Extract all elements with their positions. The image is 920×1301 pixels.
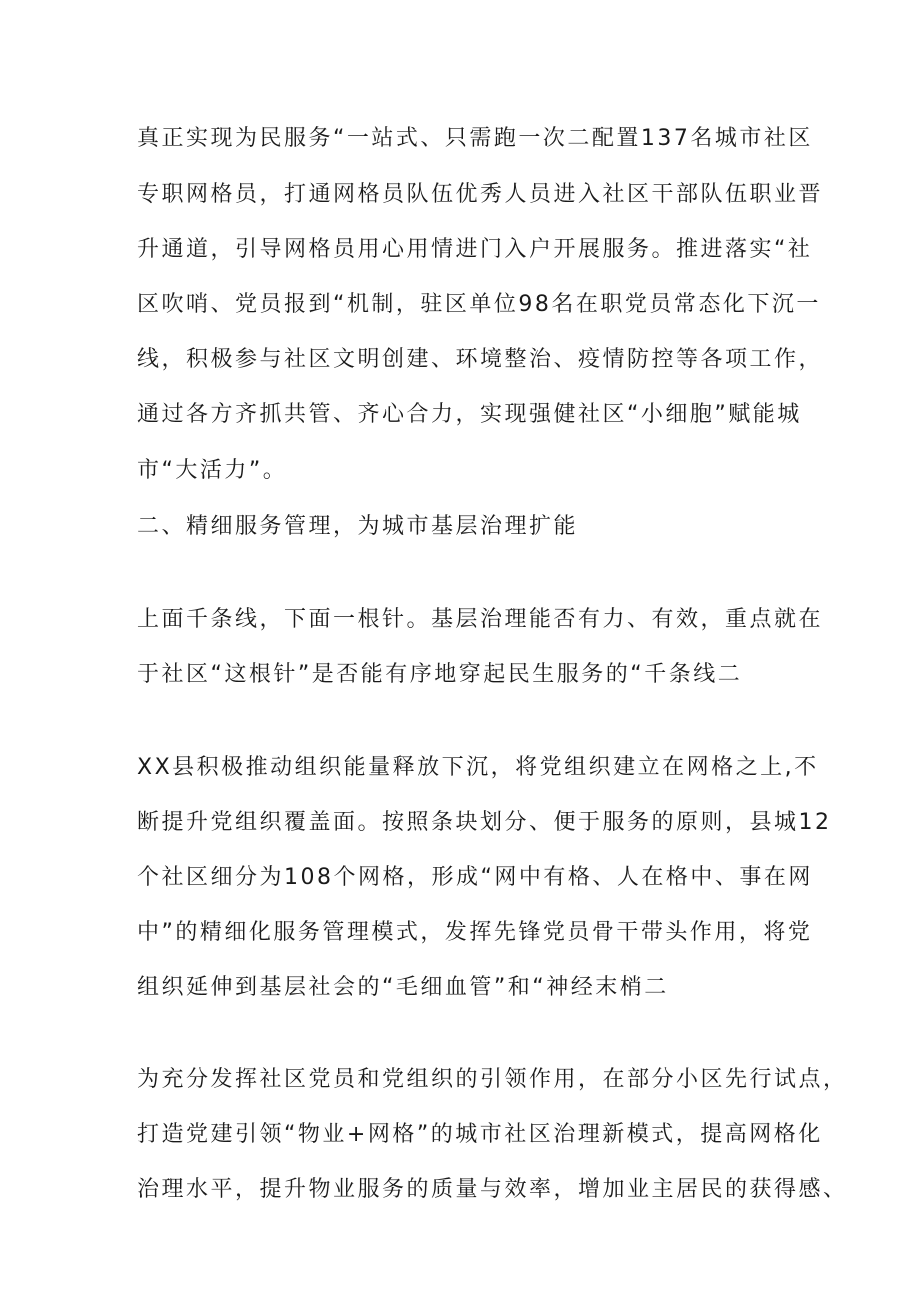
text-line: 真正实现为民服务“一站式、只需跑一次二配置137名城市社区 (137, 126, 813, 151)
text-line: 上面千条线，下面一根针。基层治理能否有力、有效，重点就在 (137, 607, 824, 632)
text-line: XX县积极推动组织能量释放下沉，将党组织建立在网格之上,不 (137, 755, 819, 780)
text-line: 个社区细分为108个网格，形成“网中有格、人在格中、事在网 (137, 865, 813, 890)
text-line: 组织延伸到基层社会的“毛细血管”和“神经末梢二 (137, 975, 669, 1000)
text-line: 通过各方齐抓共管、齐心合力，实现强健社区“小细胞”赋能城 (137, 402, 802, 427)
text-line: 线，积极参与社区文明创建、环境整治、疫情防控等各项工作， (137, 347, 824, 372)
text-line: 为充分发挥社区党员和党组织的引领作用，在部分小区先行试点， (137, 1067, 848, 1092)
text-line: 中”的精细化服务管理模式，发挥先锋党员骨干带头作用，将党 (137, 920, 813, 945)
text-line: 市“大活力”。 (137, 458, 288, 483)
text-line: 于社区“这根针”是否能有序地穿起民生服务的“千条线二 (137, 662, 743, 687)
text-line: 升通道，引导网格员用心用情进门入户开展服务。推进落实“社 (137, 237, 813, 262)
text-line: 断提升党组织覆盖面。按照条块划分、便于服务的原则，县城12 (137, 810, 832, 835)
text-line: 打造党建引领“物业+网格”的城市社区治理新模式，提高网格化 (137, 1122, 823, 1147)
text-line: 区吹哨、党员报到“机制，驻区单位98名在职党员常态化下沉一 (137, 292, 821, 317)
section-heading: 二、精细服务管理，为城市基层治理扩能 (137, 514, 579, 539)
text-line: 治理水平，提升物业服务的质量与效率，增加业主居民的获得感、 (137, 1177, 848, 1202)
text-line: 专职网格员，打通网格员队伍优秀人员进入社区干部队伍职业晋 (137, 182, 824, 207)
